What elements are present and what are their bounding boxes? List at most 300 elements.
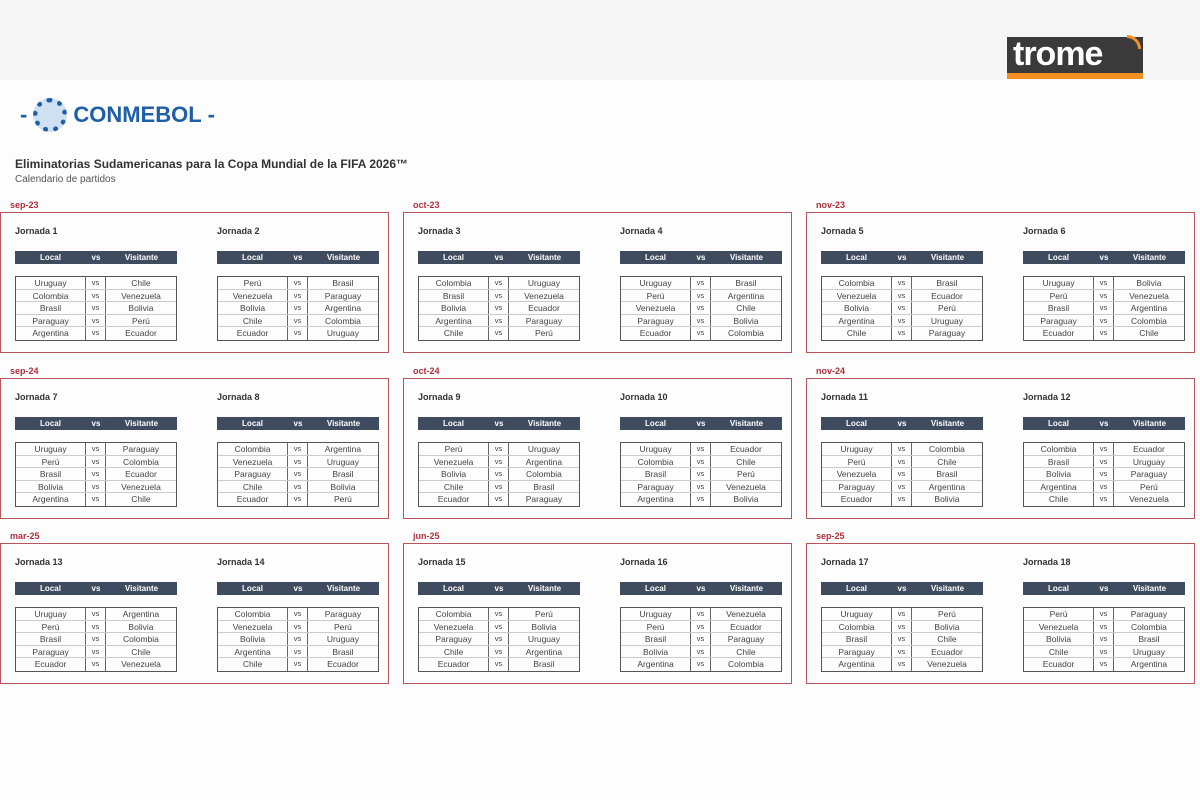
- table-row: [419, 327, 579, 340]
- vs-label: vs: [691, 646, 711, 658]
- home-team: Paraguay: [16, 315, 86, 327]
- away-team: Ecuador: [730, 444, 762, 454]
- away-team: Venezuela: [726, 609, 766, 619]
- header-vs: vs: [1099, 419, 1109, 428]
- home-team: Chile: [1024, 646, 1094, 658]
- jornada-title: Jornada 12: [1023, 392, 1071, 402]
- away-team: Uruguay: [1132, 456, 1166, 467]
- table-row: [621, 658, 781, 671]
- home-team: Perú: [16, 621, 86, 633]
- vs-label: vs: [489, 481, 509, 493]
- away-team: Perú: [937, 609, 956, 619]
- matches-table: [1023, 276, 1185, 341]
- vs-label: vs: [86, 302, 106, 314]
- table-header: [418, 251, 580, 264]
- header-vs: vs: [696, 419, 706, 428]
- home-team: Colombia: [621, 456, 691, 468]
- vs-label: vs: [489, 302, 509, 314]
- home-team: Perú: [822, 456, 892, 468]
- table-row: [621, 277, 781, 290]
- header-visitante: Visitante: [124, 419, 159, 428]
- home-team: Brasil: [16, 302, 86, 314]
- vs-label: vs: [489, 290, 509, 302]
- vs-label: vs: [892, 481, 912, 493]
- matches-table: [217, 276, 379, 341]
- vs-label: vs: [892, 277, 912, 289]
- away-team: Brasil: [936, 278, 958, 288]
- away-team: Ecuador: [730, 621, 762, 632]
- home-team: Uruguay: [621, 277, 691, 289]
- vs-label: vs: [86, 277, 106, 289]
- vs-label: vs: [892, 493, 912, 506]
- header-visitante: Visitante: [1132, 253, 1167, 262]
- vs-label: vs: [288, 468, 308, 480]
- table-row: [621, 302, 781, 315]
- home-team: Uruguay: [822, 443, 892, 455]
- jornada-title: Jornada 11: [821, 392, 869, 402]
- away-team: Venezuela: [927, 659, 967, 670]
- jornada-title: Jornada 15: [418, 557, 466, 567]
- home-team: Argentina: [1024, 481, 1094, 493]
- header-visitante: Visitante: [326, 584, 361, 593]
- away-team: Uruguay: [326, 634, 360, 645]
- home-team: Bolivia: [419, 468, 489, 480]
- table-row: [822, 456, 982, 469]
- home-team: Argentina: [16, 493, 86, 506]
- away-team: Paraguay: [1130, 469, 1168, 480]
- away-team: Venezuela: [121, 659, 161, 670]
- table-row: [621, 327, 781, 340]
- vs-label: vs: [86, 468, 106, 480]
- table-row: [419, 633, 579, 646]
- table-row: [218, 327, 378, 340]
- home-team: Venezuela: [1024, 621, 1094, 633]
- vs-label: vs: [691, 633, 711, 645]
- table-header: [821, 251, 983, 264]
- vs-label: vs: [489, 621, 509, 633]
- away-team: Bolivia: [128, 303, 154, 314]
- header-visitante: Visitante: [729, 584, 764, 593]
- vs-label: vs: [691, 621, 711, 633]
- table-row: [16, 608, 176, 621]
- vs-label: vs: [892, 315, 912, 327]
- jornada-title: Jornada 3: [418, 226, 461, 236]
- away-team: Colombia: [1130, 621, 1167, 632]
- home-team: Uruguay: [621, 608, 691, 620]
- table-row: [419, 608, 579, 621]
- jornada-title: Jornada 16: [620, 557, 668, 567]
- header-local: Local: [443, 419, 464, 428]
- matches-table: [15, 607, 177, 672]
- table-row: [621, 315, 781, 328]
- vs-label: vs: [892, 646, 912, 658]
- table-row: [16, 315, 176, 328]
- table-row: [218, 302, 378, 315]
- vs-label: vs: [288, 493, 308, 506]
- home-team: Venezuela: [419, 456, 489, 468]
- home-team: Argentina: [621, 493, 691, 506]
- header-local: Local: [40, 584, 61, 593]
- table-header: [15, 582, 177, 595]
- table-row: [218, 468, 378, 481]
- away-team: Colombia: [727, 659, 764, 670]
- table-row: [1024, 633, 1184, 646]
- month-label: sep-23: [10, 200, 39, 210]
- header-vs: vs: [494, 584, 504, 593]
- page-subtitle: Calendario de partidos: [15, 174, 116, 185]
- away-team: Brasil: [1138, 634, 1160, 645]
- home-team: Venezuela: [218, 621, 288, 633]
- header-local: Local: [1048, 253, 1069, 262]
- away-team: Ecuador: [528, 303, 560, 314]
- home-team: Ecuador: [621, 327, 691, 340]
- table-row: [419, 621, 579, 634]
- home-team: Bolivia: [1024, 633, 1094, 645]
- matchday-block: [806, 212, 1195, 353]
- table-row: [218, 315, 378, 328]
- vs-label: vs: [691, 277, 711, 289]
- table-row: [16, 658, 176, 671]
- vs-label: vs: [288, 443, 308, 455]
- table-row: [621, 443, 781, 456]
- vs-label: vs: [1094, 327, 1114, 340]
- away-team: Chile: [1139, 328, 1159, 339]
- table-row: [16, 621, 176, 634]
- table-row: [621, 493, 781, 506]
- home-team: Brasil: [621, 468, 691, 480]
- month-label: nov-23: [816, 200, 846, 210]
- matches-table: [15, 442, 177, 507]
- table-row: [419, 493, 579, 506]
- home-team: Ecuador: [218, 327, 288, 340]
- jornada-title: Jornada 7: [15, 392, 58, 402]
- table-row: [822, 633, 982, 646]
- vs-label: vs: [489, 658, 509, 671]
- vs-label: vs: [86, 646, 106, 658]
- home-team: Colombia: [822, 277, 892, 289]
- home-team: Colombia: [1024, 443, 1094, 455]
- header-local: Local: [443, 584, 464, 593]
- home-team: Bolivia: [218, 633, 288, 645]
- table-row: [218, 608, 378, 621]
- matchday-block: [403, 543, 792, 684]
- table-row: [621, 456, 781, 469]
- home-team: Ecuador: [419, 658, 489, 671]
- table-row: [1024, 621, 1184, 634]
- jornada-title: Jornada 14: [217, 557, 265, 567]
- jornada-title: Jornada 9: [418, 392, 461, 402]
- table-row: [419, 277, 579, 290]
- header-local: Local: [443, 253, 464, 262]
- vs-label: vs: [1094, 302, 1114, 314]
- table-row: [419, 315, 579, 328]
- vs-label: vs: [489, 633, 509, 645]
- vs-label: vs: [691, 468, 711, 480]
- home-team: Chile: [218, 658, 288, 671]
- table-row: [822, 658, 982, 671]
- away-team: Colombia: [122, 634, 159, 645]
- matchday-block: [0, 543, 389, 684]
- table-row: [822, 608, 982, 621]
- away-team: Uruguay: [326, 328, 360, 339]
- header-local: Local: [846, 419, 867, 428]
- away-team: Uruguay: [326, 456, 360, 467]
- away-team: Perú: [1139, 481, 1158, 492]
- table-header: [217, 417, 379, 430]
- page-title: Eliminatorias Sudamericanas para la Copa Mundial de la FIFA 2026™: [15, 157, 409, 171]
- vs-label: vs: [691, 302, 711, 314]
- vs-label: vs: [892, 327, 912, 340]
- vs-label: vs: [892, 302, 912, 314]
- vs-label: vs: [86, 481, 106, 493]
- header-visitante: Visitante: [729, 419, 764, 428]
- home-team: Bolivia: [218, 302, 288, 314]
- jornada-title: Jornada 8: [217, 392, 260, 402]
- vs-label: vs: [892, 633, 912, 645]
- away-team: Bolivia: [531, 621, 557, 632]
- home-team: Bolivia: [1024, 468, 1094, 480]
- away-team: Argentina: [1130, 659, 1168, 670]
- vs-label: vs: [892, 443, 912, 455]
- vs-label: vs: [892, 658, 912, 671]
- header-visitante: Visitante: [930, 419, 965, 428]
- away-team: Bolivia: [330, 481, 356, 492]
- away-team: Argentina: [1130, 303, 1168, 314]
- matches-table: [821, 276, 983, 341]
- home-team: Ecuador: [1024, 327, 1094, 340]
- table-row: [16, 481, 176, 494]
- away-team: Colombia: [928, 444, 965, 454]
- away-team: Uruguay: [527, 278, 561, 288]
- table-row: [419, 646, 579, 659]
- header-vs: vs: [91, 253, 101, 262]
- table-header: [1023, 251, 1185, 264]
- table-header: [620, 251, 782, 264]
- vs-label: vs: [86, 315, 106, 327]
- away-team: Argentina: [324, 303, 362, 314]
- home-team: Uruguay: [1024, 277, 1094, 289]
- away-team: Ecuador: [1133, 444, 1165, 454]
- header-vs: vs: [696, 253, 706, 262]
- table-header: [620, 582, 782, 595]
- away-team: Argentina: [525, 646, 563, 657]
- table-header: [15, 251, 177, 264]
- vs-label: vs: [288, 302, 308, 314]
- away-team: Venezuela: [121, 290, 161, 301]
- header-visitante: Visitante: [930, 253, 965, 262]
- table-row: [16, 302, 176, 315]
- header-local: Local: [40, 253, 61, 262]
- away-team: Argentina: [122, 609, 160, 619]
- home-team: Venezuela: [218, 290, 288, 302]
- table-row: [218, 646, 378, 659]
- vs-label: vs: [288, 290, 308, 302]
- table-row: [419, 443, 579, 456]
- table-header: [1023, 417, 1185, 430]
- header-visitante: Visitante: [729, 253, 764, 262]
- trome-logo-text: trome: [1013, 35, 1103, 73]
- matches-table: [620, 607, 782, 672]
- away-team: Uruguay: [930, 315, 964, 326]
- home-team: Bolivia: [16, 481, 86, 493]
- home-team: Perú: [218, 277, 288, 289]
- home-team: Paraguay: [419, 633, 489, 645]
- matches-table: [418, 442, 580, 507]
- vs-label: vs: [691, 443, 711, 455]
- header-local: Local: [846, 584, 867, 593]
- table-row: [1024, 327, 1184, 340]
- home-team: Argentina: [218, 646, 288, 658]
- home-team: Colombia: [218, 608, 288, 620]
- table-row: [822, 327, 982, 340]
- away-team: Ecuador: [327, 659, 359, 670]
- vs-label: vs: [1094, 315, 1114, 327]
- home-team: Colombia: [822, 621, 892, 633]
- table-row: [218, 456, 378, 469]
- header-vs: vs: [897, 253, 907, 262]
- table-row: [621, 633, 781, 646]
- away-team: Brasil: [332, 469, 354, 480]
- home-team: Ecuador: [16, 658, 86, 671]
- table-row: [1024, 608, 1184, 621]
- away-team: Colombia: [324, 315, 361, 326]
- header-local: Local: [645, 419, 666, 428]
- away-team: Argentina: [727, 290, 765, 301]
- home-team: Venezuela: [822, 468, 892, 480]
- table-header: [620, 417, 782, 430]
- home-team: Brasil: [1024, 302, 1094, 314]
- table-row: [1024, 290, 1184, 303]
- vs-label: vs: [892, 608, 912, 620]
- away-team: Brasil: [735, 278, 757, 288]
- table-row: [822, 315, 982, 328]
- table-row: [419, 290, 579, 303]
- home-team: Chile: [1024, 493, 1094, 506]
- vs-label: vs: [1094, 481, 1114, 493]
- vs-label: vs: [892, 456, 912, 468]
- away-team: Uruguay: [527, 444, 561, 454]
- vs-label: vs: [1094, 456, 1114, 468]
- table-row: [822, 481, 982, 494]
- table-row: [1024, 646, 1184, 659]
- globe-icon: [33, 98, 67, 132]
- home-team: Uruguay: [16, 277, 86, 289]
- table-row: [218, 290, 378, 303]
- matchday-block: [0, 212, 389, 353]
- vs-label: vs: [288, 646, 308, 658]
- table-row: [621, 608, 781, 621]
- away-team: Brasil: [332, 278, 354, 288]
- vs-label: vs: [86, 443, 106, 455]
- vs-label: vs: [489, 443, 509, 455]
- table-row: [822, 302, 982, 315]
- away-team: Chile: [736, 303, 756, 314]
- away-team: Chile: [131, 278, 151, 288]
- home-team: Perú: [621, 290, 691, 302]
- vs-label: vs: [489, 646, 509, 658]
- table-row: [1024, 481, 1184, 494]
- vs-label: vs: [691, 493, 711, 506]
- table-row: [16, 327, 176, 340]
- home-team: Chile: [419, 327, 489, 340]
- header-vs: vs: [494, 253, 504, 262]
- home-team: Uruguay: [16, 443, 86, 455]
- month-label: mar-25: [10, 531, 40, 541]
- home-team: Ecuador: [1024, 658, 1094, 671]
- vs-label: vs: [691, 481, 711, 493]
- away-team: Venezuela: [1129, 494, 1169, 505]
- vs-label: vs: [892, 468, 912, 480]
- vs-label: vs: [1094, 493, 1114, 506]
- vs-label: vs: [489, 608, 509, 620]
- jornada-title: Jornada 2: [217, 226, 260, 236]
- away-team: Brasil: [533, 481, 555, 492]
- home-team: Uruguay: [16, 608, 86, 620]
- jornada-title: Jornada 13: [15, 557, 63, 567]
- away-team: Ecuador: [125, 469, 157, 480]
- home-team: Brasil: [419, 290, 489, 302]
- jornada-title: Jornada 5: [821, 226, 864, 236]
- home-team: Argentina: [822, 315, 892, 327]
- away-team: Perú: [937, 303, 956, 314]
- home-team: Chile: [822, 327, 892, 340]
- vs-label: vs: [86, 456, 106, 468]
- home-team: Perú: [621, 621, 691, 633]
- vs-label: vs: [1094, 608, 1114, 620]
- month-label: sep-25: [816, 531, 845, 541]
- header-vs: vs: [91, 584, 101, 593]
- header-local: Local: [1048, 419, 1069, 428]
- home-team: Venezuela: [822, 290, 892, 302]
- table-row: [16, 468, 176, 481]
- header-vs: vs: [1099, 584, 1109, 593]
- table-row: [16, 633, 176, 646]
- matchday-block: [0, 378, 389, 519]
- home-team: Paraguay: [218, 468, 288, 480]
- conmebol-logo: [20, 98, 215, 132]
- home-team: Paraguay: [621, 481, 691, 493]
- header-vs: vs: [1099, 253, 1109, 262]
- header-local: Local: [242, 419, 263, 428]
- away-team: Chile: [937, 634, 957, 645]
- matches-table: [15, 276, 177, 341]
- away-team: Argentina: [324, 444, 362, 454]
- home-team: Bolivia: [621, 646, 691, 658]
- table-row: [16, 646, 176, 659]
- matchday-block: [403, 212, 792, 353]
- table-row: [621, 621, 781, 634]
- vs-label: vs: [288, 277, 308, 289]
- jornada-title: Jornada 10: [620, 392, 668, 402]
- away-team: Paraguay: [928, 328, 966, 339]
- vs-label: vs: [892, 621, 912, 633]
- vs-label: vs: [1094, 468, 1114, 480]
- matches-table: [1023, 607, 1185, 672]
- header-vs: vs: [494, 419, 504, 428]
- vs-label: vs: [489, 327, 509, 340]
- table-row: [218, 277, 378, 290]
- header-local: Local: [645, 253, 666, 262]
- header-local: Local: [242, 584, 263, 593]
- away-team: Chile: [131, 494, 151, 505]
- matches-table: [418, 276, 580, 341]
- table-header: [217, 251, 379, 264]
- away-team: Perú: [736, 469, 755, 480]
- table-row: [621, 646, 781, 659]
- away-team: Uruguay: [1132, 646, 1166, 657]
- vs-label: vs: [691, 327, 711, 340]
- header-vs: vs: [293, 584, 303, 593]
